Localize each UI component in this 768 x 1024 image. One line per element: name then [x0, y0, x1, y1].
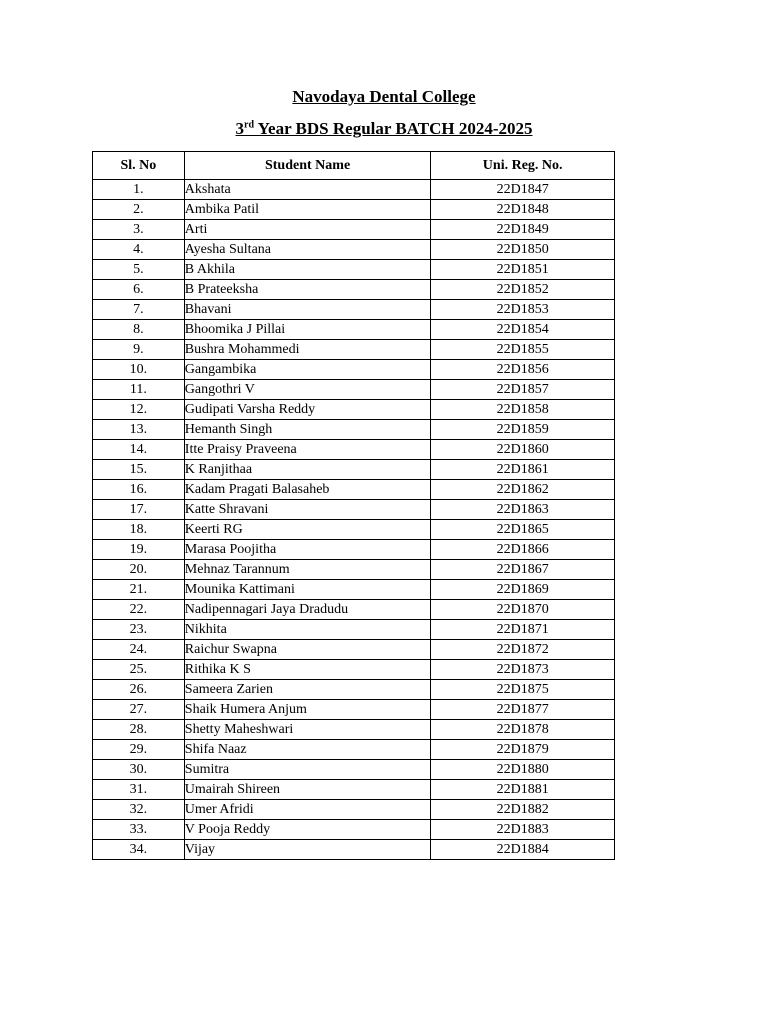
- table-row: [93, 840, 615, 860]
- table-row: [93, 720, 615, 740]
- table-row: [93, 600, 615, 620]
- serial-number-cell: 29.: [93, 740, 185, 760]
- reg-number-cell: 22D1853: [431, 300, 615, 320]
- serial-number-cell: 31.: [93, 780, 185, 800]
- table-row: [93, 660, 615, 680]
- serial-number-cell: 27.: [93, 700, 185, 720]
- reg-number-cell: 22D1862: [431, 480, 615, 500]
- student-name-cell: Hemanth Singh: [184, 420, 431, 440]
- student-name-cell: Bhoomika J Pillai: [184, 320, 431, 340]
- serial-number-cell: 21.: [93, 580, 185, 600]
- table-row: [93, 340, 615, 360]
- reg-number-cell: 22D1850: [431, 240, 615, 260]
- reg-number-cell: 22D1863: [431, 500, 615, 520]
- student-name-cell: Rithika K S: [184, 660, 431, 680]
- batch-subtitle: [0, 119, 768, 139]
- table-row: [93, 700, 615, 720]
- reg-number-cell: 22D1884: [431, 840, 615, 860]
- reg-number-cell: 22D1865: [431, 520, 615, 540]
- reg-number-cell: 22D1872: [431, 640, 615, 660]
- student-name-cell: K Ranjithaa: [184, 460, 431, 480]
- serial-number-cell: 11.: [93, 380, 185, 400]
- table-row: [93, 760, 615, 780]
- student-name-cell: V Pooja Reddy: [184, 820, 431, 840]
- reg-number-cell: 22D1869: [431, 580, 615, 600]
- student-name-cell: Shetty Maheshwari: [184, 720, 431, 740]
- student-name-cell: Mounika Kattimani: [184, 580, 431, 600]
- reg-number-cell: 22D1877: [431, 700, 615, 720]
- serial-number-cell: 4.: [93, 240, 185, 260]
- student-name-cell: Sumitra: [184, 760, 431, 780]
- serial-number-cell: 12.: [93, 400, 185, 420]
- serial-number-cell: 34.: [93, 840, 185, 860]
- table-row: [93, 620, 615, 640]
- student-name-cell: Sameera Zarien: [184, 680, 431, 700]
- reg-number-cell: 22D1875: [431, 680, 615, 700]
- reg-number-cell: 22D1858: [431, 400, 615, 420]
- student-name-cell: Mehnaz Tarannum: [184, 560, 431, 580]
- reg-number-cell: 22D1880: [431, 760, 615, 780]
- table-row: [93, 560, 615, 580]
- serial-number-cell: 1.: [93, 180, 185, 200]
- table-row: [93, 440, 615, 460]
- table-row: [93, 480, 615, 500]
- serial-number-cell: 18.: [93, 520, 185, 540]
- batch-year-suffix: rd: [244, 119, 255, 131]
- table-row: [93, 780, 615, 800]
- college-title: Navodaya Dental College: [292, 87, 476, 106]
- reg-number-cell: 22D1881: [431, 780, 615, 800]
- student-name-cell: Ayesha Sultana: [184, 240, 431, 260]
- table-row: [93, 820, 615, 840]
- batch-year-number: 3: [235, 119, 245, 138]
- serial-number-cell: 16.: [93, 480, 185, 500]
- student-name-cell: B Prateeksha: [184, 280, 431, 300]
- table-row: [93, 220, 615, 240]
- batch-title-rest: Year BDS Regular BATCH 2024-2025: [254, 119, 533, 138]
- table-header-row: [93, 152, 615, 180]
- reg-number-cell: 22D1878: [431, 720, 615, 740]
- table-row: [93, 180, 615, 200]
- student-name-cell: Shaik Humera Anjum: [184, 700, 431, 720]
- serial-number-cell: 10.: [93, 360, 185, 380]
- student-name-cell: Bhavani: [184, 300, 431, 320]
- student-name-cell: Umer Afridi: [184, 800, 431, 820]
- student-name-cell: Nadipennagari Jaya Dradudu: [184, 600, 431, 620]
- serial-number-cell: 7.: [93, 300, 185, 320]
- reg-number-cell: 22D1860: [431, 440, 615, 460]
- student-name-cell: Katte Shravani: [184, 500, 431, 520]
- reg-number-cell: 22D1866: [431, 540, 615, 560]
- reg-number-cell: 22D1882: [431, 800, 615, 820]
- student-name-cell: Bushra Mohammedi: [184, 340, 431, 360]
- table-row: [93, 320, 615, 340]
- student-name-cell: Akshata: [184, 180, 431, 200]
- serial-number-cell: 26.: [93, 680, 185, 700]
- serial-number-cell: 17.: [93, 500, 185, 520]
- serial-number-cell: 32.: [93, 800, 185, 820]
- serial-number-cell: 20.: [93, 560, 185, 580]
- serial-number-cell: 22.: [93, 600, 185, 620]
- serial-number-cell: 23.: [93, 620, 185, 640]
- student-name-cell: Marasa Poojitha: [184, 540, 431, 560]
- table-row: [93, 240, 615, 260]
- table-row: [93, 260, 615, 280]
- reg-number-cell: 22D1870: [431, 600, 615, 620]
- student-table: [92, 151, 615, 860]
- serial-number-cell: 33.: [93, 820, 185, 840]
- reg-number-cell: 22D1871: [431, 620, 615, 640]
- student-name-cell: Nikhita: [184, 620, 431, 640]
- column-header-sl-no: Sl. No: [93, 152, 185, 180]
- serial-number-cell: 14.: [93, 440, 185, 460]
- table-row: [93, 800, 615, 820]
- table-row: [93, 640, 615, 660]
- reg-number-cell: 22D1867: [431, 560, 615, 580]
- table-row: [93, 540, 615, 560]
- serial-number-cell: 15.: [93, 460, 185, 480]
- serial-number-cell: 19.: [93, 540, 185, 560]
- student-name-cell: B Akhila: [184, 260, 431, 280]
- serial-number-cell: 9.: [93, 340, 185, 360]
- student-name-cell: Gudipati Varsha Reddy: [184, 400, 431, 420]
- reg-number-cell: 22D1856: [431, 360, 615, 380]
- student-name-cell: Gangothri V: [184, 380, 431, 400]
- student-name-cell: Keerti RG: [184, 520, 431, 540]
- reg-number-cell: 22D1873: [431, 660, 615, 680]
- reg-number-cell: 22D1879: [431, 740, 615, 760]
- table-row: [93, 200, 615, 220]
- student-name-cell: Ambika Patil: [184, 200, 431, 220]
- table-row: [93, 520, 615, 540]
- student-name-cell: Raichur Swapna: [184, 640, 431, 660]
- reg-number-cell: 22D1861: [431, 460, 615, 480]
- table-row: [93, 380, 615, 400]
- serial-number-cell: 6.: [93, 280, 185, 300]
- reg-number-cell: 22D1848: [431, 200, 615, 220]
- serial-number-cell: 25.: [93, 660, 185, 680]
- serial-number-cell: 3.: [93, 220, 185, 240]
- table-body: [93, 180, 615, 860]
- reg-number-cell: 22D1847: [431, 180, 615, 200]
- reg-number-cell: 22D1854: [431, 320, 615, 340]
- table-row: [93, 580, 615, 600]
- reg-number-cell: 22D1851: [431, 260, 615, 280]
- serial-number-cell: 5.: [93, 260, 185, 280]
- serial-number-cell: 24.: [93, 640, 185, 660]
- reg-number-cell: 22D1859: [431, 420, 615, 440]
- reg-number-cell: 22D1857: [431, 380, 615, 400]
- student-name-cell: Arti: [184, 220, 431, 240]
- table-row: [93, 420, 615, 440]
- reg-number-cell: 22D1852: [431, 280, 615, 300]
- serial-number-cell: 28.: [93, 720, 185, 740]
- student-name-cell: Shifa Naaz: [184, 740, 431, 760]
- student-name-cell: Gangambika: [184, 360, 431, 380]
- student-name-cell: Vijay: [184, 840, 431, 860]
- serial-number-cell: 13.: [93, 420, 185, 440]
- table-row: [93, 300, 615, 320]
- table-row: [93, 360, 615, 380]
- serial-number-cell: 2.: [93, 200, 185, 220]
- serial-number-cell: 8.: [93, 320, 185, 340]
- student-name-cell: Itte Praisy Praveena: [184, 440, 431, 460]
- column-header-student-name: Student Name: [184, 152, 431, 180]
- table-row: [93, 460, 615, 480]
- student-name-cell: Umairah Shireen: [184, 780, 431, 800]
- student-name-cell: Kadam Pragati Balasaheb: [184, 480, 431, 500]
- reg-number-cell: 22D1855: [431, 340, 615, 360]
- table-row: [93, 740, 615, 760]
- table-row: [93, 500, 615, 520]
- column-header-reg-no: Uni. Reg. No.: [431, 152, 615, 180]
- table-row: [93, 280, 615, 300]
- table-row: [93, 680, 615, 700]
- table-row: [93, 400, 615, 420]
- reg-number-cell: 22D1849: [431, 220, 615, 240]
- serial-number-cell: 30.: [93, 760, 185, 780]
- reg-number-cell: 22D1883: [431, 820, 615, 840]
